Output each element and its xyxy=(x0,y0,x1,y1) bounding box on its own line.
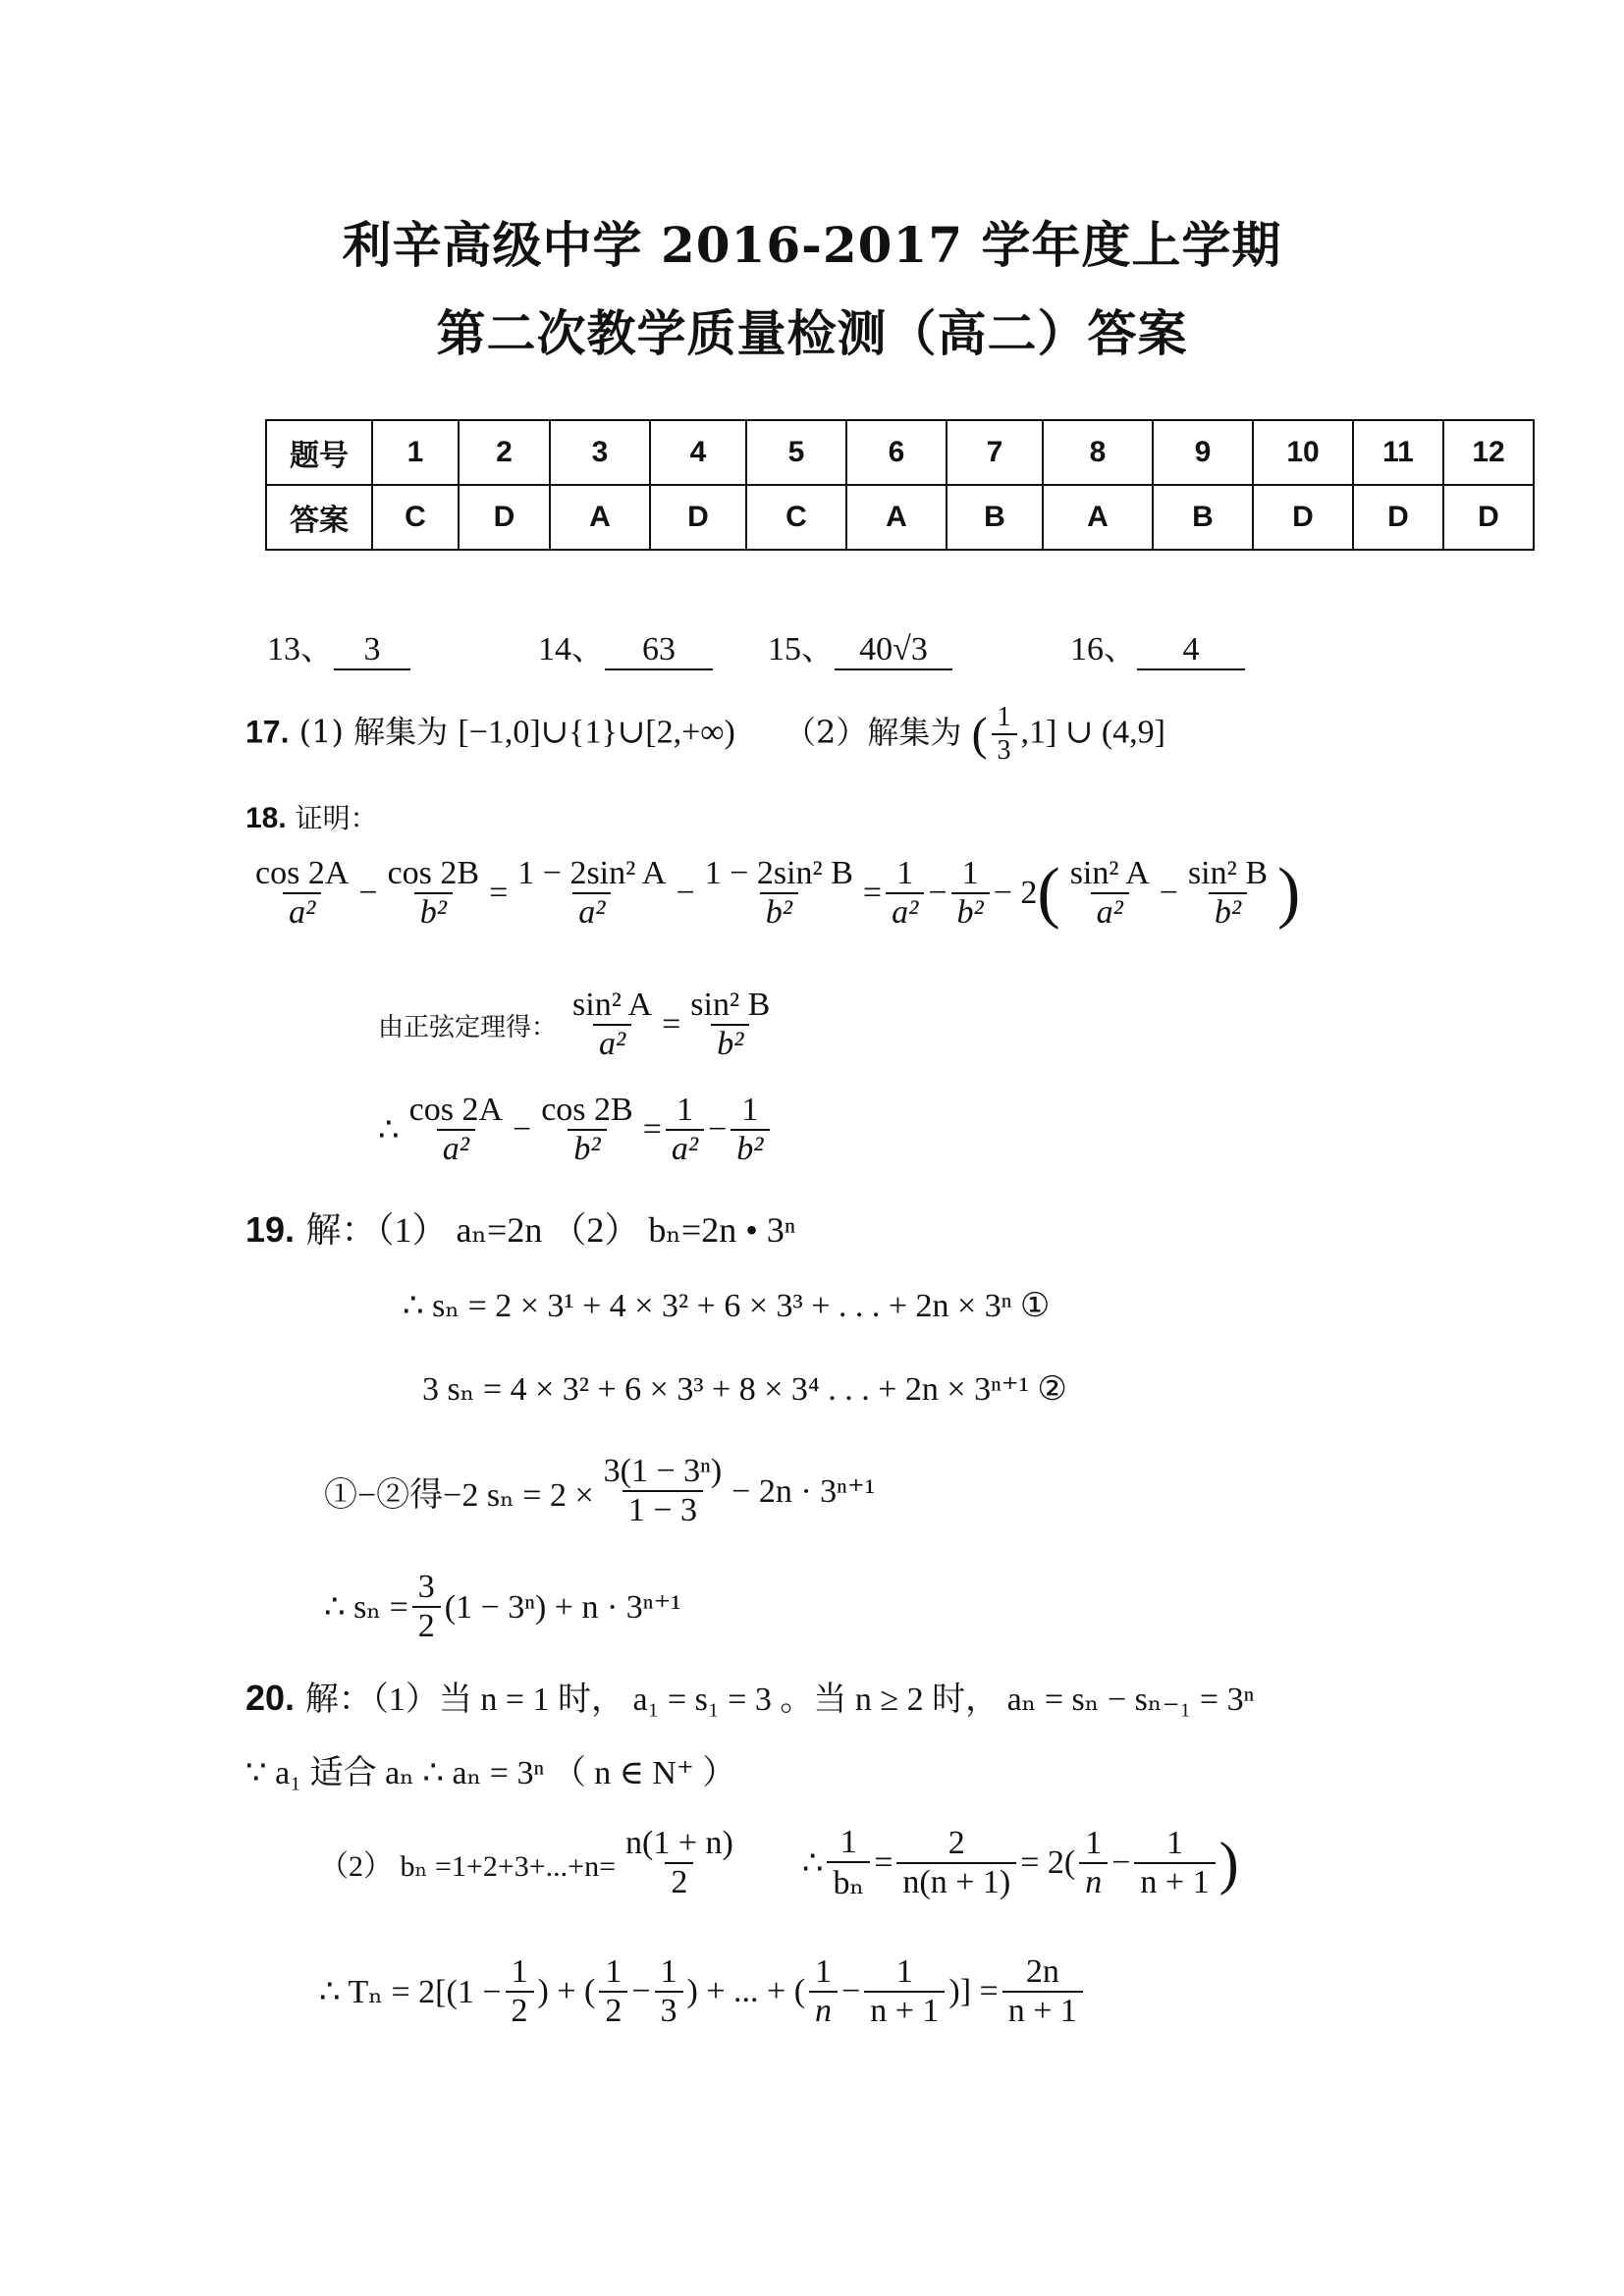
q17-part1-set: [−1,0]∪{1}∪[2,+∞) xyxy=(458,714,735,751)
page-subtitle: 第二次教学质量检测（高二）答案 xyxy=(436,304,1188,362)
q20-line3: （2） bₙ =1+2+3+...+n= $\frac{n(1 + n)}{2}$ ∴ $\frac{1}{\text{bₙ}}$ = $\frac{2}{n(n + 1)}$ = 2( $\frac{1}{n}$ − $\frac{1}{n + 1}$ ) xyxy=(319,1824,1239,1901)
table-cell: 9 xyxy=(1153,420,1253,485)
q20-line1: 20. 解：（1）当 n = 1 时， a₁ = s₁ = 3 。当 n ≥ 2 时， aₙ = sₙ − sₙ₋₁ = 3ⁿ xyxy=(245,1678,1255,1718)
q18-conclusion: ∴ $\frac{\cos 2A}{\text{a²}}$ − $\frac{\cos 2B}{\text{b²}}$ = $\frac{1}{\text{a²}}$ − $\frac{1}{\text{b²}}$ xyxy=(378,1092,774,1168)
q19-line5: ∴ sₙ = $\frac{3}{2}$ (1 − 3ⁿ) + n · 3ⁿ⁺¹ xyxy=(324,1569,681,1644)
q18-equation-1: $\frac{\cos 2A}{\text{a²}}$ − $\frac{\cos 2B}{\text{b²}}$ = $\frac{\text{1 − 2sin² A}}{\text{a²}}$ − $\frac{\text{1 − 2sin² B}}{\text{b²}}$ = $\frac{1}{\text{a²}}$ − $\frac{1}{\text{b²}}$ − 2 ( $\frac{\text{sin² A}}{\text{a²}}$ − $\frac{\text{sin² B}}{\text{b²}}$ ) xyxy=(255,855,1301,931)
q14-answer: 63 xyxy=(605,631,713,670)
table-cell: 4 xyxy=(650,420,746,485)
table-cell: 12 xyxy=(1443,420,1534,485)
q13-label: 13、 xyxy=(267,631,334,667)
table-cell: A xyxy=(846,485,947,550)
table-cell: 1 xyxy=(372,420,459,485)
table-header-answer: 答案 xyxy=(266,485,372,550)
table-header-number: 题号 xyxy=(266,420,372,485)
table-cell: A xyxy=(1043,485,1153,550)
table-cell: C xyxy=(746,485,846,550)
table-cell: 10 xyxy=(1253,420,1353,485)
q20-line4: ∴ Tₙ = 2[(1 − $\frac{1}{2}$ ) + ( $\frac{1}{2}$ − $\frac{1}{3}$ ) + ... + ( $\frac{1}{n}$ − $\frac{1}{n + 1}$ )] = $\frac{2n}{n + 1}$ xyxy=(319,1953,1087,2030)
q17-part1-label: (1) 解集为 xyxy=(298,713,449,751)
table-cell: D xyxy=(1253,485,1353,550)
fill-in-row xyxy=(267,621,410,670)
q20-line2: ∵ a₁ 适合 aₙ ∴ aₙ = 3ⁿ （ n ∈ N⁺ ） xyxy=(245,1755,736,1791)
table-cell: 11 xyxy=(1353,420,1443,485)
q20-number: 20. xyxy=(245,1678,296,1718)
q17-part2-set: ,1] ∪ (4,9] xyxy=(1020,714,1166,751)
q19-line3: 3 sₙ = 4 × 3² + 6 × 3³ + 8 × 3⁴ . . . + 2n × 3ⁿ⁺¹ ② xyxy=(422,1371,1067,1408)
table-cell: B xyxy=(1153,485,1253,550)
page-title: 利辛高级中学 2016-2017 学年度上学期 xyxy=(342,216,1282,274)
table-row-answers xyxy=(266,485,1534,550)
table-cell: D xyxy=(1443,485,1534,550)
table-cell: A xyxy=(550,485,650,550)
q19-line1: 19. 解：（1） aₙ=2n （2） bₙ=2n • 3ⁿ xyxy=(245,1209,796,1250)
q19-line4: ①−②得−2 sₙ = 2 × $\frac{\text{3(1 − 3ⁿ)}}{1 - 3}$ − 2n · 3ⁿ⁺¹ xyxy=(324,1453,876,1528)
q18-number: 18. xyxy=(245,802,287,834)
table-cell: D xyxy=(1353,485,1443,550)
table-cell: 2 xyxy=(459,420,550,485)
q17-part2-label: （2）解集为 xyxy=(785,713,962,751)
table-cell: 7 xyxy=(947,420,1043,485)
answer-table xyxy=(265,419,1535,551)
q17-fraction: $\frac{1}{3}$ xyxy=(992,702,1017,767)
q17: 17. (1) 解集为 [−1,0]∪{1}∪[2,+∞) （2）解集为 ( $\frac{1}{3}$ ,1] ∪ (4,9] xyxy=(245,702,1166,766)
table-cell: D xyxy=(650,485,746,550)
q16-label: 16、 xyxy=(1070,631,1137,667)
table-cell: 3 xyxy=(550,420,650,485)
q18-law-label: 由正弦定理得： xyxy=(378,1012,558,1041)
q18-sine-law: 由正弦定理得： $\frac{\text{sin² A}}{\text{a²}}$ = $\frac{\text{sin² B}}{\text{b²}}$ xyxy=(378,987,771,1062)
table-row-numbers xyxy=(266,420,1534,485)
q19-line2: ∴ sₙ = 2 × 3¹ + 4 × 3² + 6 × 3³ + . . . + 2n × 3ⁿ ① xyxy=(403,1288,1051,1324)
q19-number: 19. xyxy=(245,1209,296,1250)
q14-label: 14、 xyxy=(538,631,605,667)
table-cell: B xyxy=(947,485,1043,550)
q18-label: 证明： xyxy=(295,802,378,834)
q18-header xyxy=(245,797,378,836)
table-cell: 5 xyxy=(746,420,846,485)
q15-label: 15、 xyxy=(768,631,835,667)
q17-number: 17. xyxy=(245,714,290,750)
table-cell: D xyxy=(459,485,550,550)
table-cell: C xyxy=(372,485,459,550)
q15-answer: 40√3 xyxy=(835,631,952,670)
table-cell: 6 xyxy=(846,420,947,485)
q13-answer: 3 xyxy=(334,631,410,670)
table-cell: 8 xyxy=(1043,420,1153,485)
q16-answer: 4 xyxy=(1137,631,1245,670)
